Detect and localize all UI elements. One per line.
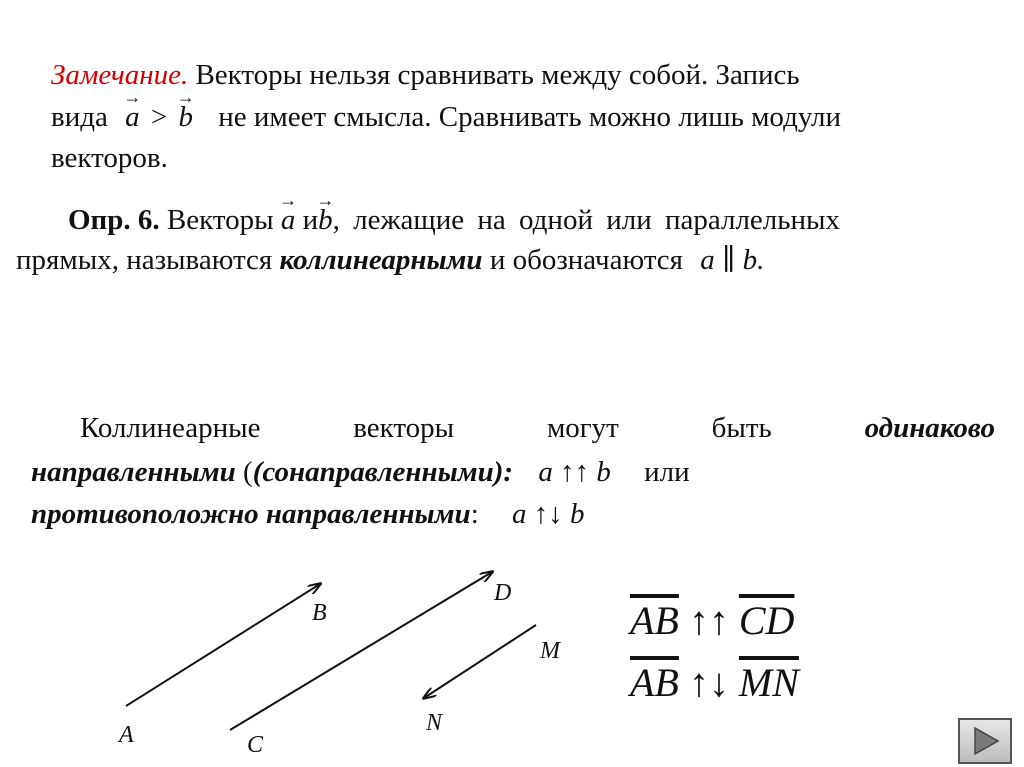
definition-label: Опр. 6.: [68, 204, 160, 236]
remark-text-1: Векторы нельзя сравнивать между собой. Запись: [195, 59, 800, 91]
vector-cd-notation: $\overline{CD}$: [738, 598, 795, 643]
vector-a: a →: [279, 190, 298, 236]
vector-mn-notation: $\overline{MN}$: [738, 660, 799, 705]
vector-ab: [126, 584, 320, 706]
remark-expr: a → > b →: [123, 87, 195, 133]
remark-text-2-rest: не имеет смысла. Сравнивать можно лишь модули: [218, 101, 842, 133]
opposite-op: ↑↓: [688, 660, 729, 705]
opposite-colon: :: [470, 498, 479, 530]
remark-text-2-start: вида: [51, 101, 108, 133]
next-slide-button[interactable]: [958, 718, 1012, 764]
definition-text-1: Векторы: [166, 204, 274, 236]
codirected-op: ↑↑: [688, 598, 729, 643]
collinear-word-2: векторы: [353, 412, 455, 444]
label-C: C: [247, 732, 264, 758]
codirected-expr: a ↑↑ b: [538, 456, 611, 488]
definition-text-2: прямых, называются: [16, 244, 273, 276]
collinear-word-1: Коллинеарные: [80, 412, 261, 444]
definition-and: и: [302, 204, 319, 236]
vector-cd: [230, 572, 492, 730]
collinear-notation: a ∥ b.: [700, 244, 765, 276]
opposite-expr: a ↑↓ b: [512, 498, 585, 530]
vector-mn: [424, 625, 536, 698]
vector-ab-notation-2: $\overline{AB}$: [630, 660, 679, 705]
opposite-term: противоположно направленными: [31, 498, 471, 530]
vector-ab-notation: $\overline{AB}$: [630, 598, 679, 643]
remark-label: Замечание.: [51, 59, 189, 91]
remark-text-3: векторов.: [51, 142, 168, 174]
label-N: N: [426, 710, 443, 736]
codirected-term: направленными: [31, 456, 236, 488]
relation-codirected: [630, 598, 794, 644]
or-word: или: [644, 456, 690, 488]
collinear-word-3: могут: [546, 412, 619, 444]
collinear-word-4: быть: [711, 412, 772, 444]
vector-b: b →: [316, 190, 335, 236]
definition-text-2-rest: и обозначаются: [489, 244, 683, 276]
codirected-paren: ((сонаправленными):: [243, 456, 514, 488]
definition-text-1-rest: , лежащие на одной или параллельных: [332, 204, 841, 236]
label-A: A: [119, 722, 134, 748]
label-B: B: [312, 600, 327, 626]
label-D: D: [494, 580, 512, 606]
label-M: M: [540, 638, 560, 664]
definition-term: коллинеарными: [279, 244, 483, 276]
play-triangle-icon: [960, 720, 1010, 762]
relation-opposite: [630, 660, 799, 706]
collinear-word-5: одинаково: [864, 412, 995, 444]
